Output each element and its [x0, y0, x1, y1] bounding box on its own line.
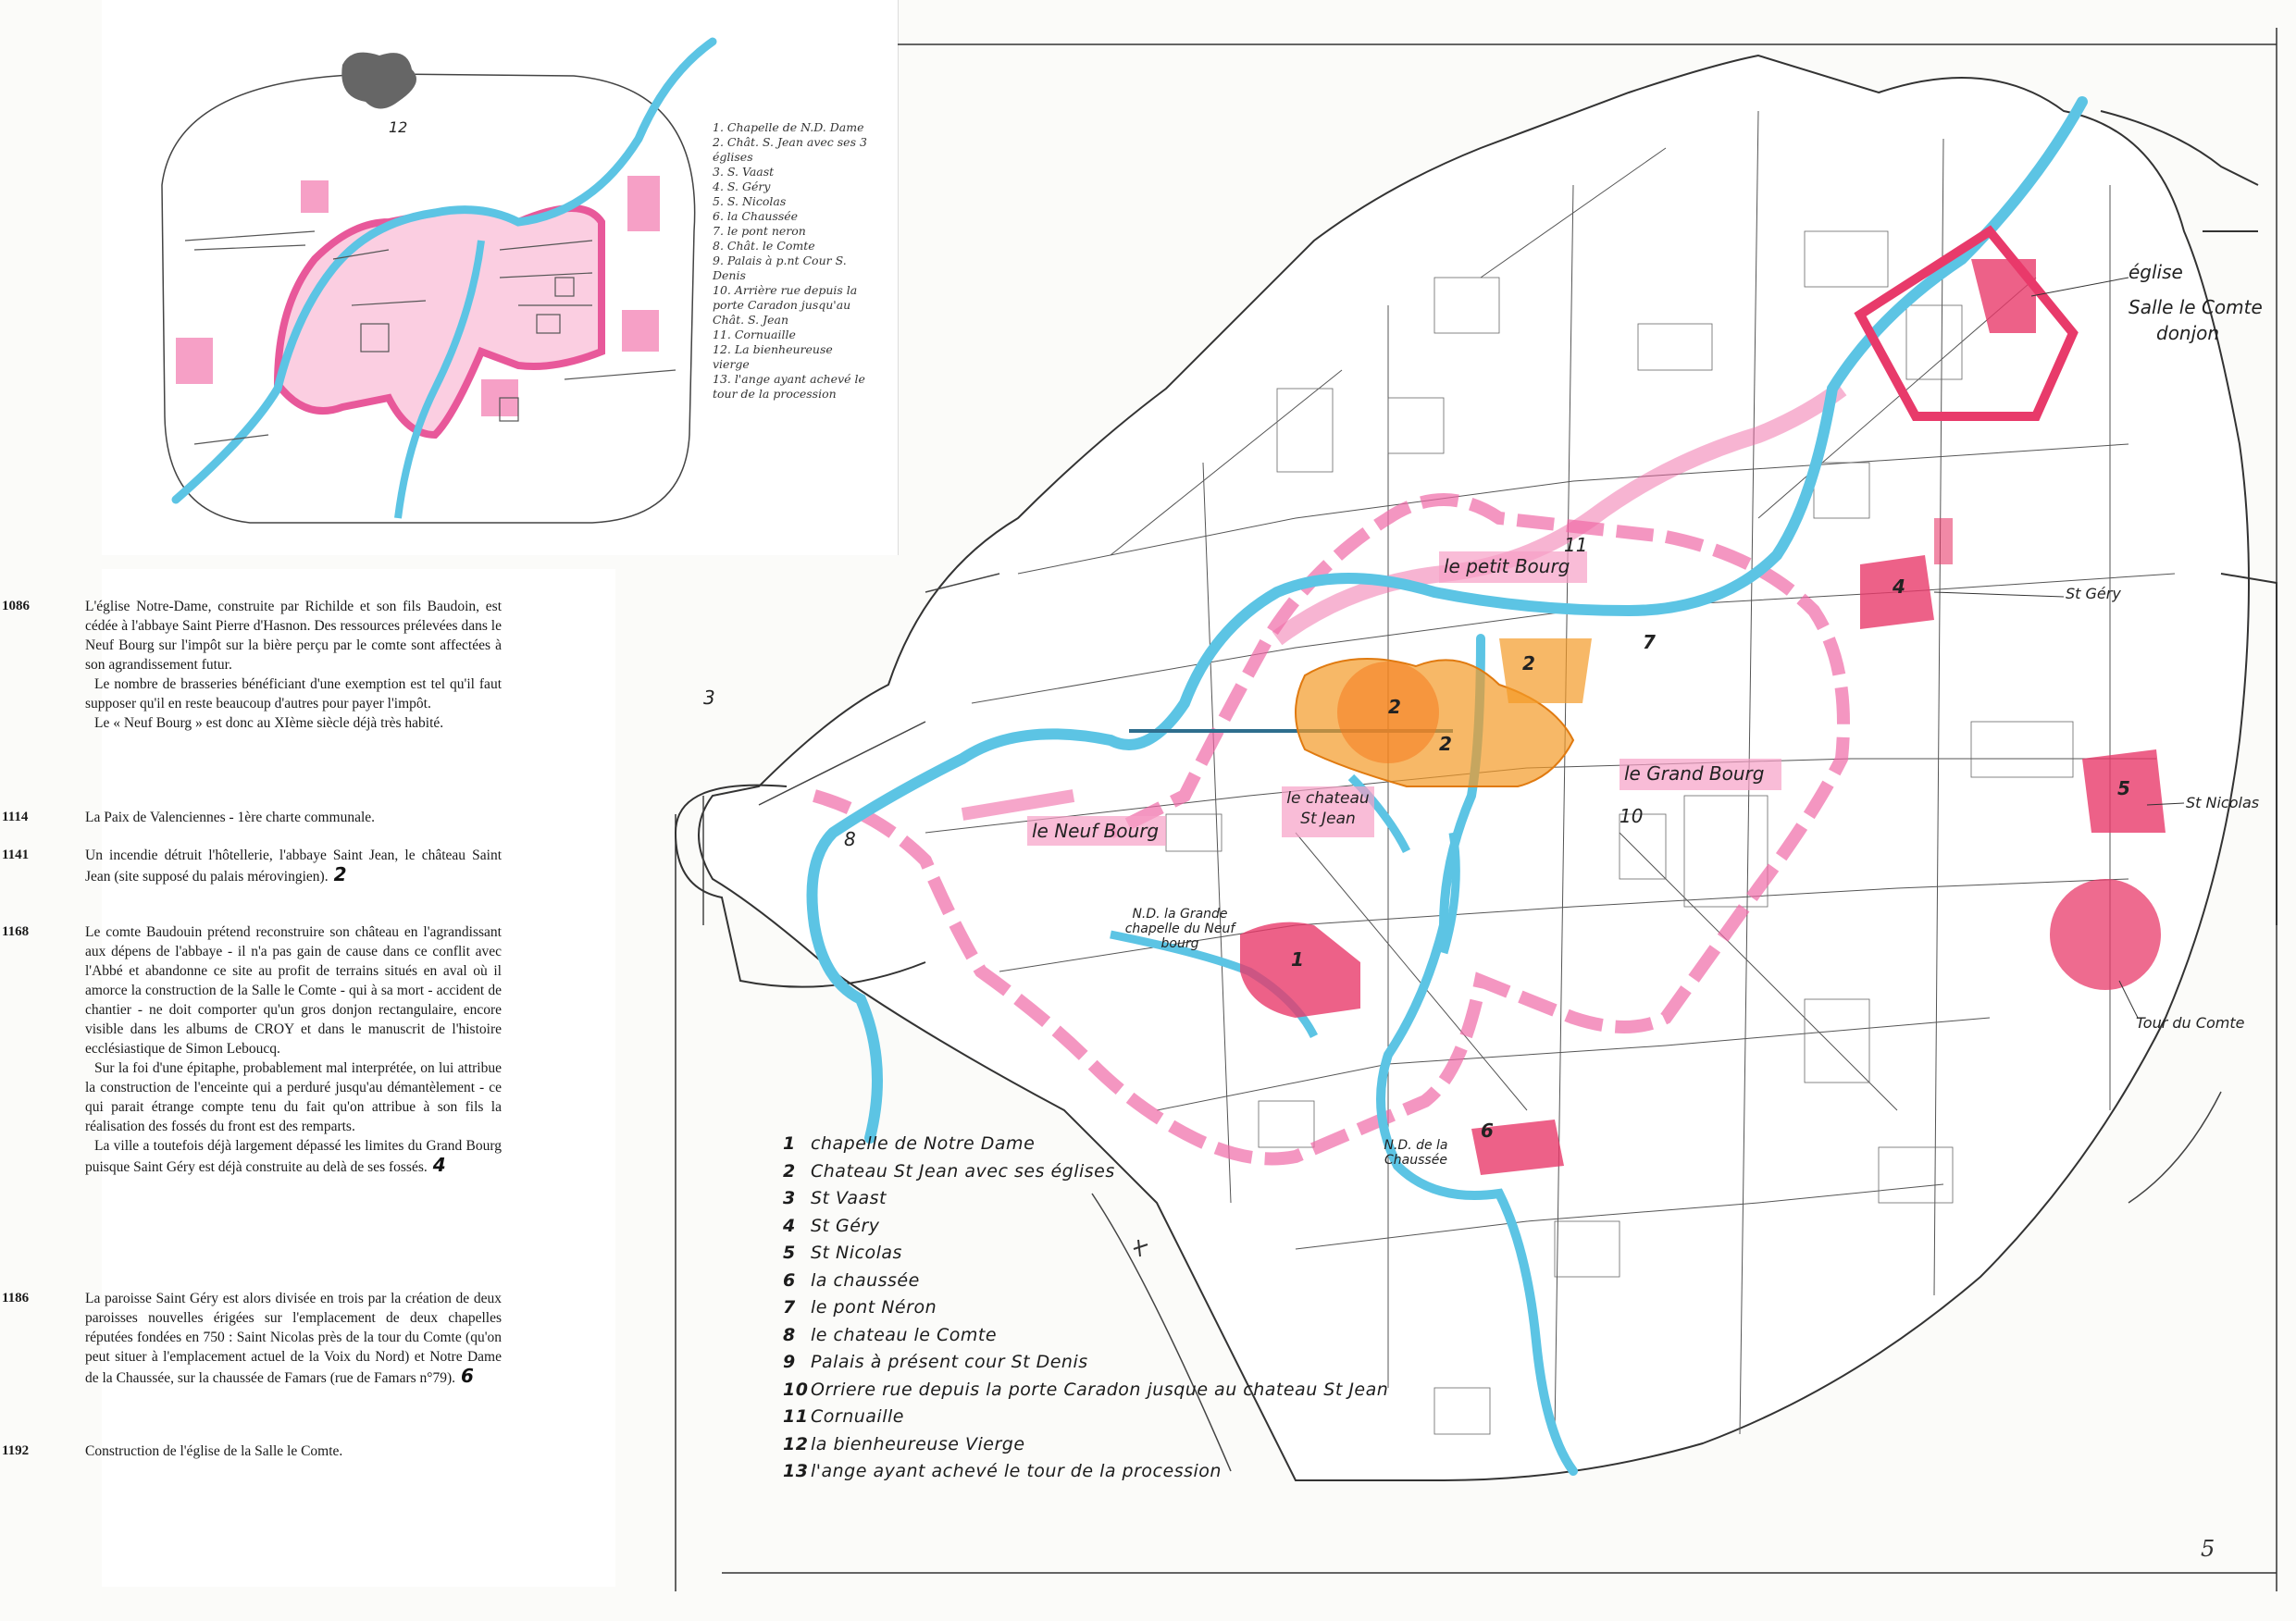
sketch-legend-item: 9. Palais à p.nt Cour S. Denis	[713, 254, 847, 282]
map-legend-item: 10 Orriere rue depuis la porte Caradon jusque au chateau St Jean	[783, 1379, 1389, 1400]
entry-paragraph: L'église Notre-Dame, construite par Richilde et son fils Baudoin, est cédée à l'abbaye Saint Pierre d'Hasnon. Des ressources prélevées dans le Neuf Bourg sur l'impôt sur la bière perçu par le comte sont affectées à son agrandissement futur.	[85, 599, 502, 673]
label-eglise: église	[2128, 261, 2183, 283]
sketch-legend-item: 12. La bienheureuse vierge	[713, 342, 833, 371]
sketch-legend-item: 1. Chapelle de N.D. Dame	[713, 120, 864, 134]
entry-year: 1114	[2, 810, 29, 824]
entry-year: 1086	[2, 599, 30, 613]
zone-tour-du-comte	[2050, 879, 2161, 990]
label-chateau-st-jean: le chateau St Jean	[1286, 789, 1370, 828]
map-number-marker: 1	[1291, 948, 1304, 971]
map-legend-item: 1 chapelle de Notre Dame	[783, 1133, 1036, 1154]
label-neuf-bourg: le Neuf Bourg	[1032, 820, 1160, 842]
sketch-legend-item: 3. S. Vaast	[713, 165, 775, 179]
label-donjon: donjon	[2156, 322, 2220, 344]
sketch-legend-item: 13. l'ange ayant achevé le tour de la procession	[713, 372, 865, 401]
map-number-marker: 5	[2117, 777, 2130, 799]
entry-year: 1186	[2, 1291, 30, 1305]
map-legend-item: 6 la chaussée	[783, 1269, 920, 1291]
label-salle-le-comte: Salle le Comte	[2128, 296, 2263, 318]
entry-paragraph: Un incendie détruit l'hôtellerie, l'abbaye Saint Jean, le château Saint Jean (site supposé du palais mérovingien). 2	[85, 848, 502, 885]
map-legend-item: 7 le pont Néron	[783, 1297, 937, 1318]
label-st-nicolas: St Nicolas	[2186, 794, 2260, 811]
label-nd-la-grande: N.D. la Grande chapelle du Neuf bourg	[1124, 907, 1235, 951]
sketch-legend-item: 4. S. Géry	[713, 179, 771, 193]
sketch-legend-item: 5. S. Nicolas	[713, 194, 787, 208]
page-number: 5	[2201, 1536, 2215, 1562]
map-legend-item: 3 St Vaast	[783, 1188, 887, 1208]
map-legend-item: 2 Chateau St Jean avec ses églises	[783, 1160, 1115, 1182]
zone-st-gery	[1934, 518, 1953, 564]
entry-marker: 6	[461, 1365, 474, 1387]
sketch-legend-item: 6. la Chaussée	[713, 209, 799, 223]
label-st-gery: St Géry	[2066, 585, 2121, 602]
map-number-marker: 4	[1893, 575, 1905, 598]
map-legend-item: 12 la bienheureuse Vierge	[783, 1433, 1025, 1454]
entry-paragraph: La paroisse Saint Géry est alors divisée en trois par la création de deux paroisses nouvelles érigées sur l'emplacement de deux chapelles réputées fondées en 750 : Saint Nicolas près de la tour du Comte (qu'on peut situer à l'emplacement actuel de la Voix du Nord) et Notre Dame de la Chaussée, sur la chaussée de Famars (rue de Famars n°79). 6	[85, 1291, 502, 1387]
map-number-marker: 7	[1643, 631, 1656, 653]
entry-year: 1168	[2, 924, 30, 939]
map-number-marker: 2	[1522, 652, 1535, 674]
map-number-marker: 8	[844, 828, 856, 850]
sketch-legend-item: 8. Chât. le Comte	[713, 239, 815, 253]
map-number-marker: 6	[1481, 1120, 1494, 1142]
map-number-marker: 2	[1439, 733, 1452, 755]
label-nd-chaussee: N.D. de la Chaussée	[1384, 1138, 1448, 1168]
map-legend-item: 11 Cornuaille	[783, 1406, 904, 1427]
entry-marker: 4	[432, 1154, 446, 1176]
map-number-marker: 11	[1564, 534, 1588, 556]
entry-paragraph: La Paix de Valenciennes - 1ère charte communale.	[85, 810, 376, 825]
map-legend-item: 13 l'ange ayant achevé le tour de la procession	[783, 1461, 1222, 1481]
label-tour-du-comte: Tour du Comte	[2136, 1014, 2245, 1032]
label-grand-bourg: le Grand Bourg	[1624, 762, 1765, 785]
entry-paragraph: Sur la foi d'une épitaphe, probablement mal interprétée, on lui attribue la construction de l'enceinte qui a perduré jusqu'au démantèlement - ce qui parait étrange compte tenu du fait qu'on attribue à son fils la réalisation des fossés du front est des remparts.	[85, 1060, 502, 1134]
entry-paragraph: La ville a toutefois déjà largement dépassé les limites du Grand Bourg puisque Saint Géry est déjà construite au delà de ses fossés. 4	[85, 1138, 502, 1176]
label-petit-bourg: le petit Bourg	[1444, 555, 1570, 577]
sketch-legend-item: 2. Chât. S. Jean avec ses 3 églises	[713, 135, 867, 164]
map-number-marker: 2	[1388, 696, 1401, 718]
entry-marker: 2	[333, 863, 347, 885]
entry-paragraph: Le comte Baudouin prétend reconstruire son château en l'agrandissant aux dépens de l'abbaye - il n'a pas gain de cause dans ce conflit avec l'Abbé et abandonne ce site au profit de terrains situés en aval où il amorce la construction de la Salle le Comte - qui à sa mort - accident de chantier - ne doit comporter qu'un gros donjon rectangulaire, encore visible dans les albums de CROY et dans le manuscrit de l'histoire ecclésiastique de Simon Leboucq.	[85, 924, 502, 1057]
map-number-marker: 3	[703, 687, 715, 709]
sketch-legend-item: 7. le pont neron	[713, 224, 806, 238]
entry-year: 1141	[2, 848, 30, 862]
entry-year: 1192	[2, 1443, 30, 1458]
zone-chateau-st-jean	[1499, 638, 1592, 703]
sketch-corner-mark: 12	[389, 118, 408, 136]
map-number-marker: 10	[1620, 805, 1644, 827]
entry-paragraph: Le « Neuf Bourg » est donc au XIème siècle déjà très habité.	[94, 715, 444, 731]
map-legend-item: 8 le chateau le Comte	[783, 1324, 998, 1345]
map-legend-item: 4 St Géry	[783, 1215, 880, 1236]
entry-paragraph: Le nombre de brasseries bénéficiant d'une exemption est tel qu'il faut supposer qu'il en reste beaucoup d'autres pour payer l'impôt.	[85, 676, 502, 712]
sketch-legend-item: 11. Cornuaille	[713, 328, 796, 341]
map-legend-item: 5 St Nicolas	[783, 1243, 902, 1263]
map-legend-item: 9 Palais à présent cour St Denis	[783, 1352, 1088, 1372]
entry-paragraph: Construction de l'église de la Salle le Comte.	[85, 1443, 343, 1459]
sketch-legend-item: 10. Arrière rue depuis la porte Caradon jusqu'au Chât. S. Jean	[713, 283, 858, 327]
map-legend	[783, 1131, 1431, 1486]
